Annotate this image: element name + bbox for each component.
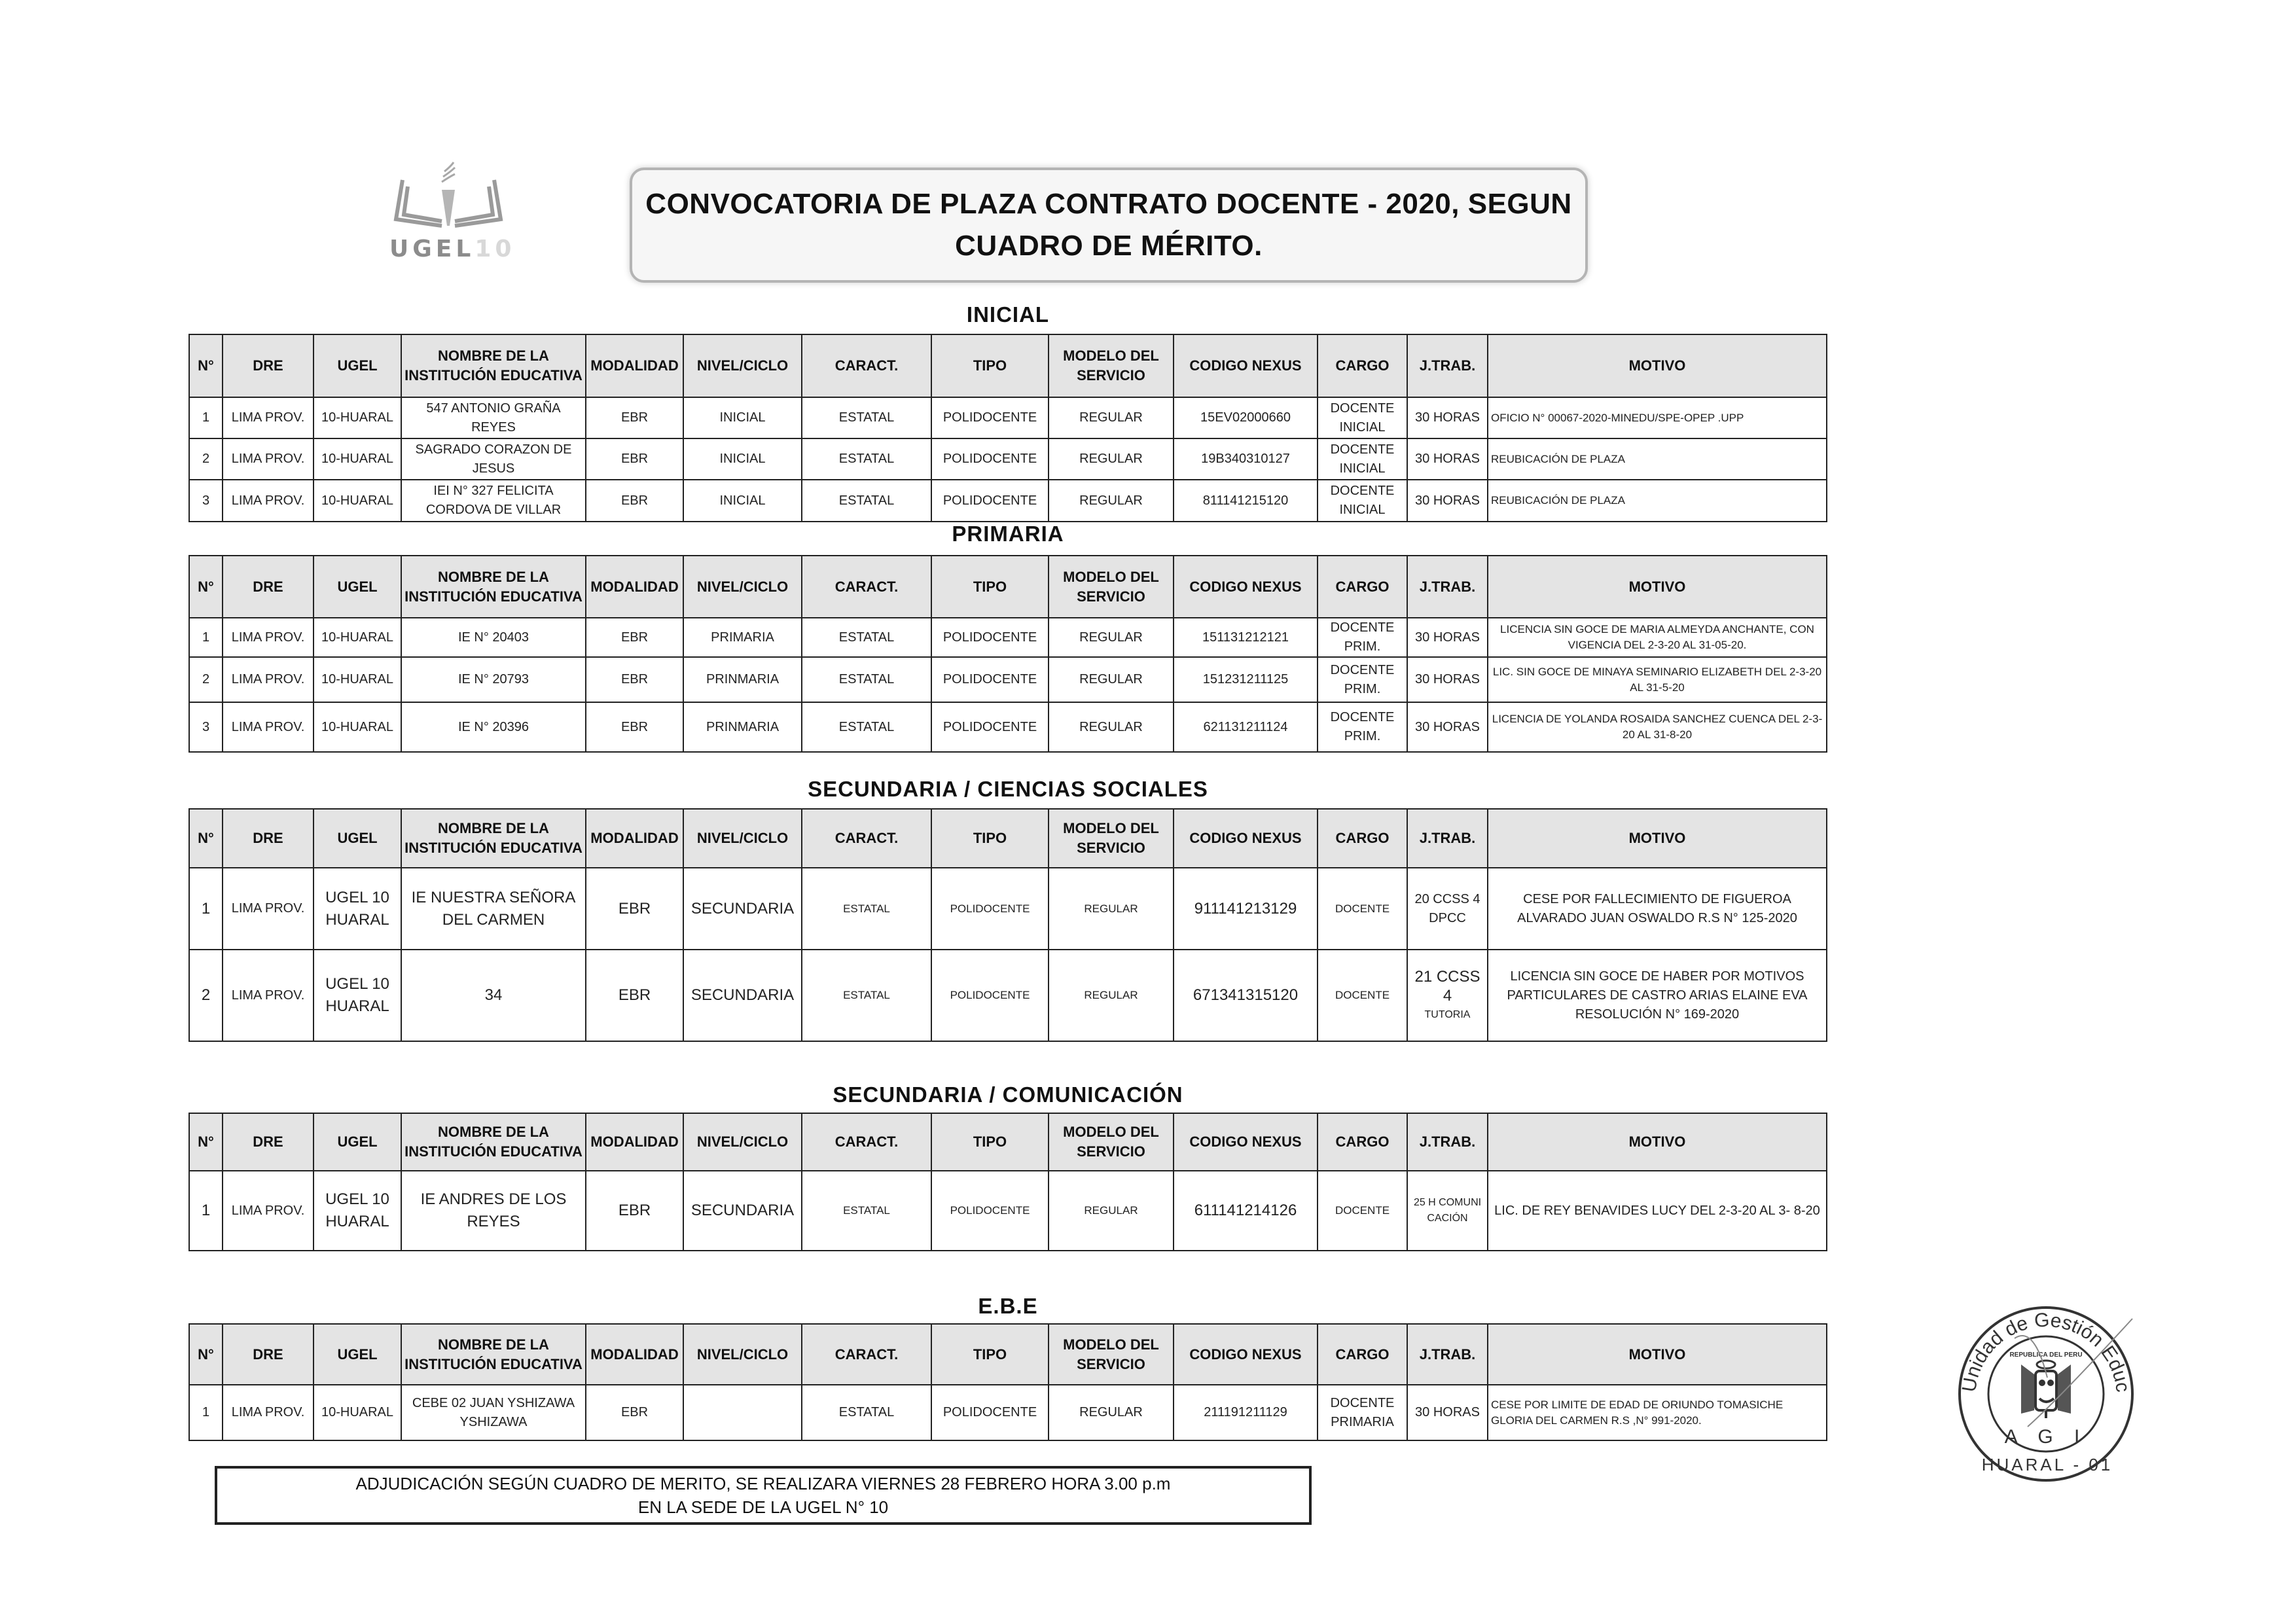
table-row [189, 1385, 1827, 1440]
cell-dre: LIMA PROV. [223, 1385, 314, 1440]
cell-jornada [1407, 950, 1488, 1041]
cell-caract: ESTATAL [802, 868, 931, 950]
cell-cargo: DOCENTE INICIAL [1318, 480, 1407, 522]
cell-nivel-ciclo: INICIAL [683, 397, 802, 438]
table-row [189, 618, 1827, 657]
table-row [189, 438, 1827, 480]
column-header-cargo: CARGO [1318, 334, 1407, 397]
cell-jornada: 30 HORAS [1407, 657, 1488, 702]
cell-dre: LIMA PROV. [223, 480, 314, 522]
cell-nivel-ciclo: SECUNDARIA [683, 868, 802, 950]
document-title-line-1: CONVOCATORIA DE PLAZA CONTRATO DOCENTE - 2020, SEGUN [645, 188, 1572, 220]
cell-modalidad: EBR [586, 657, 683, 702]
cell-cargo: DOCENTE INICIAL [1318, 397, 1407, 438]
column-header-cargo: CARGO [1318, 556, 1407, 618]
table-row [189, 950, 1827, 1041]
cell-number: 2 [189, 950, 223, 1041]
column-header-nivel-ciclo: NIVEL/CICLO [683, 556, 802, 618]
column-header-nivel-ciclo: NIVEL/CICLO [683, 1324, 802, 1385]
cell-jornada: 20 CCSS 4 DPCC [1407, 868, 1488, 950]
column-header-dre: DRE [223, 334, 314, 397]
column-header-number: N° [189, 809, 223, 868]
cell-motivo: OFICIO N° 00067-2020-MINEDU/SPE-OPEP .UPP [1488, 397, 1827, 438]
open-book-torch-icon [376, 157, 520, 236]
cell-dre: LIMA PROV. [223, 868, 314, 950]
cell-institution: IE NUESTRA SEÑORA DEL CARMEN [401, 868, 586, 950]
cell-jornada: 30 HORAS [1407, 618, 1488, 657]
stamp-center-text: A G I [2004, 1426, 2088, 1448]
cell-motivo: LICENCIA DE YOLANDA ROSAIDA SANCHEZ CUENCA DEL 2-3-20 AL 31-8-20 [1488, 702, 1827, 752]
table-row [189, 480, 1827, 522]
logo-wordmark: UGEL10 [389, 236, 516, 262]
cell-ugel: UGEL 10 HUARAL [314, 950, 401, 1041]
column-header-tipo: TIPO [931, 334, 1049, 397]
column-header-cargo: CARGO [1318, 809, 1407, 868]
cell-modelo-servicio: REGULAR [1049, 397, 1174, 438]
column-header-modalidad: MODALIDAD [586, 334, 683, 397]
column-header-caract: CARACT. [802, 334, 931, 397]
column-header-cargo: CARGO [1318, 1324, 1407, 1385]
cell-codigo-nexus: 15EV02000660 [1174, 397, 1318, 438]
cell-modalidad: EBR [586, 438, 683, 480]
section-title: E.B.E [978, 1294, 1038, 1318]
table-row [189, 1171, 1827, 1251]
cell-codigo-nexus: 671341315120 [1174, 950, 1318, 1041]
cell-ugel: 10-HUARAL [314, 397, 401, 438]
column-header-caract: CARACT. [802, 1113, 931, 1171]
cell-codigo-nexus: 811141215120 [1174, 480, 1318, 522]
column-header-dre: DRE [223, 1324, 314, 1385]
table-row [189, 702, 1827, 752]
section-title: PRIMARIA [952, 522, 1064, 546]
cell-tipo: POLIDOCENTE [931, 438, 1049, 480]
cell-tipo: POLIDOCENTE [931, 1385, 1049, 1440]
column-header-jornada: J.TRAB. [1407, 334, 1488, 397]
column-header-jornada: J.TRAB. [1407, 1113, 1488, 1171]
cell-caract: ESTATAL [802, 702, 931, 752]
cell-number: 2 [189, 438, 223, 480]
table-header-row [189, 334, 1827, 397]
column-header-tipo: TIPO [931, 556, 1049, 618]
column-header-number: N° [189, 334, 223, 397]
column-header-nivel-ciclo: NIVEL/CICLO [683, 809, 802, 868]
section-title: SECUNDARIA / COMUNICACIÓN [833, 1082, 1183, 1107]
cell-ugel: 10-HUARAL [314, 438, 401, 480]
cell-caract: ESTATAL [802, 657, 931, 702]
cell-dre: LIMA PROV. [223, 657, 314, 702]
table-row [189, 868, 1827, 950]
table-header-row [189, 809, 1827, 868]
cell-modelo-servicio: REGULAR [1049, 438, 1174, 480]
cell-ugel: UGEL 10 HUARAL [314, 1171, 401, 1251]
cell-institution: IE N° 20793 [401, 657, 586, 702]
cell-codigo-nexus: 151131212121 [1174, 618, 1318, 657]
cell-motivo: CESE POR LIMITE DE EDAD DE ORIUNDO TOMASICHE GLORIA DEL CARMEN R.S ,N° 991-2020. [1488, 1385, 1827, 1440]
cell-modalidad: EBR [586, 1385, 683, 1440]
column-header-dre: DRE [223, 1113, 314, 1171]
cell-tipo: POLIDOCENTE [931, 868, 1049, 950]
column-header-institution: NOMBRE DE LA INSTITUCIÓN EDUCATIVA [401, 556, 586, 618]
cell-nivel-ciclo: PRINMARIA [683, 657, 802, 702]
adjudication-notice-line-2: EN LA SEDE DE LA UGEL N° 10 [637, 1497, 889, 1517]
cell-modalidad: EBR [586, 1171, 683, 1251]
column-header-dre: DRE [223, 809, 314, 868]
cell-nivel-ciclo: SECUNDARIA [683, 1171, 802, 1251]
ugel-logo [376, 157, 520, 268]
column-header-motivo: MOTIVO [1488, 334, 1827, 397]
column-header-ugel: UGEL [314, 809, 401, 868]
cell-nivel-ciclo: INICIAL [683, 480, 802, 522]
column-header-institution: NOMBRE DE LA INSTITUCIÓN EDUCATIVA [401, 1113, 586, 1171]
column-header-tipo: TIPO [931, 809, 1049, 868]
column-header-ugel: UGEL [314, 334, 401, 397]
jornada-subvalue: TUTORIA [1424, 1008, 1471, 1020]
vacancy-table [188, 1113, 1827, 1251]
cell-jornada: 30 HORAS [1407, 702, 1488, 752]
cell-modelo-servicio: REGULAR [1049, 618, 1174, 657]
column-header-codigo-nexus: CODIGO NEXUS [1174, 334, 1318, 397]
document-title-line-2: CUADRO DE MÉRITO. [955, 230, 1263, 262]
column-header-motivo: MOTIVO [1488, 1113, 1827, 1171]
column-header-modalidad: MODALIDAD [586, 1113, 683, 1171]
cell-modalidad: EBR [586, 702, 683, 752]
cell-dre: LIMA PROV. [223, 438, 314, 480]
cell-modelo-servicio: REGULAR [1049, 868, 1174, 950]
cell-jornada: 30 HORAS [1407, 397, 1488, 438]
column-header-institution: NOMBRE DE LA INSTITUCIÓN EDUCATIVA [401, 1324, 586, 1385]
column-header-ugel: UGEL [314, 556, 401, 618]
cell-cargo: DOCENTE PRIM. [1318, 702, 1407, 752]
cell-caract: ESTATAL [802, 397, 931, 438]
cell-tipo: POLIDOCENTE [931, 618, 1049, 657]
cell-institution: IE ANDRES DE LOS REYES [401, 1171, 586, 1251]
cell-number: 1 [189, 1171, 223, 1251]
section-title: SECUNDARIA / CIENCIAS SOCIALES [808, 777, 1208, 801]
cell-codigo-nexus: 151231211125 [1174, 657, 1318, 702]
cell-codigo-nexus: 611141214126 [1174, 1171, 1318, 1251]
cell-institution: 34 [401, 950, 586, 1041]
document-title-box [630, 168, 1588, 283]
cell-motivo: REUBICACIÓN DE PLAZA [1488, 480, 1827, 522]
vacancy-table [188, 334, 1827, 522]
cell-cargo: DOCENTE [1318, 950, 1407, 1041]
column-header-modelo-servicio: MODELO DEL SERVICIO [1049, 809, 1174, 868]
cell-motivo: REUBICACIÓN DE PLAZA [1488, 438, 1827, 480]
cell-modalidad: EBR [586, 868, 683, 950]
cell-jornada: 25 H COMUNICACIÓN [1407, 1171, 1488, 1251]
cell-dre: LIMA PROV. [223, 618, 314, 657]
column-header-codigo-nexus: CODIGO NEXUS [1174, 1324, 1318, 1385]
column-header-institution: NOMBRE DE LA INSTITUCIÓN EDUCATIVA [401, 334, 586, 397]
cell-tipo: POLIDOCENTE [931, 480, 1049, 522]
cell-ugel: 10-HUARAL [314, 702, 401, 752]
column-header-modelo-servicio: MODELO DEL SERVICIO [1049, 334, 1174, 397]
cell-nivel-ciclo [683, 1385, 802, 1440]
adjudication-notice-line-1: ADJUDICACIÓN SEGÚN CUADRO DE MERITO, SE REALIZARA VIERNES 28 FEBRERO HORA 3.00 p.m [355, 1474, 1171, 1493]
column-header-modelo-servicio: MODELO DEL SERVICIO [1049, 556, 1174, 618]
column-header-number: N° [189, 1113, 223, 1171]
cell-tipo: POLIDOCENTE [931, 1171, 1049, 1251]
cell-modelo-servicio: REGULAR [1049, 657, 1174, 702]
stamp-republic-text: REPUBLICA DEL PERU [2009, 1351, 2083, 1359]
cell-jornada: 30 HORAS [1407, 438, 1488, 480]
stamp-ring-text: Unidad de Gestión Educ [1958, 1309, 2134, 1394]
column-header-modalidad: MODALIDAD [586, 556, 683, 618]
cell-number: 1 [189, 618, 223, 657]
column-header-modalidad: MODALIDAD [586, 809, 683, 868]
official-stamp [1949, 1299, 2142, 1486]
cell-modelo-servicio: REGULAR [1049, 1385, 1174, 1440]
cell-cargo: DOCENTE [1318, 868, 1407, 950]
cell-caract: ESTATAL [802, 1171, 931, 1251]
cell-codigo-nexus: 211191211129 [1174, 1385, 1318, 1440]
cell-cargo: DOCENTE INICIAL [1318, 438, 1407, 480]
column-header-modelo-servicio: MODELO DEL SERVICIO [1049, 1113, 1174, 1171]
vacancy-table [188, 1323, 1827, 1441]
cell-caract: ESTATAL [802, 618, 931, 657]
stamp-bottom-text: HUARAL - 01 [1981, 1455, 2113, 1474]
cell-motivo: LIC. DE REY BENAVIDES LUCY DEL 2-3-20 AL 3- 8-20 [1488, 1171, 1827, 1251]
column-header-ugel: UGEL [314, 1324, 401, 1385]
cell-modalidad: EBR [586, 618, 683, 657]
cell-ugel: 10-HUARAL [314, 657, 401, 702]
column-header-caract: CARACT. [802, 1324, 931, 1385]
cell-modelo-servicio: REGULAR [1049, 950, 1174, 1041]
column-header-jornada: J.TRAB. [1407, 809, 1488, 868]
table-header-row [189, 1113, 1827, 1171]
column-header-codigo-nexus: CODIGO NEXUS [1174, 1113, 1318, 1171]
cell-caract: ESTATAL [802, 950, 931, 1041]
cell-institution: 547 ANTONIO GRAÑA REYES [401, 397, 586, 438]
column-header-number: N° [189, 556, 223, 618]
section-title: INICIAL [966, 302, 1050, 327]
cell-number: 1 [189, 868, 223, 950]
column-header-caract: CARACT. [802, 809, 931, 868]
table-header-row [189, 556, 1827, 618]
column-header-tipo: TIPO [931, 1324, 1049, 1385]
cell-ugel: UGEL 10 HUARAL [314, 868, 401, 950]
cell-ugel: 10-HUARAL [314, 1385, 401, 1440]
column-header-motivo: MOTIVO [1488, 556, 1827, 618]
cell-number: 1 [189, 397, 223, 438]
cell-cargo: DOCENTE PRIMARIA [1318, 1385, 1407, 1440]
column-header-dre: DRE [223, 556, 314, 618]
vacancy-table [188, 808, 1827, 1042]
ugel-seal-icon [1949, 1299, 2142, 1486]
column-header-modalidad: MODALIDAD [586, 1324, 683, 1385]
table-row [189, 657, 1827, 702]
cell-motivo: LIC. SIN GOCE DE MINAYA SEMINARIO ELIZABETH DEL 2-3-20 AL 31-5-20 [1488, 657, 1827, 702]
column-header-nivel-ciclo: NIVEL/CICLO [683, 1113, 802, 1171]
cell-nivel-ciclo: INICIAL [683, 438, 802, 480]
column-header-modelo-servicio: MODELO DEL SERVICIO [1049, 1324, 1174, 1385]
column-header-number: N° [189, 1324, 223, 1385]
cell-codigo-nexus: 621131211124 [1174, 702, 1318, 752]
cell-institution: IE N° 20403 [401, 618, 586, 657]
column-header-caract: CARACT. [802, 556, 931, 618]
cell-institution: CEBE 02 JUAN YSHIZAWA YSHIZAWA [401, 1385, 586, 1440]
column-header-codigo-nexus: CODIGO NEXUS [1174, 809, 1318, 868]
table-row [189, 397, 1827, 438]
cell-number: 1 [189, 1385, 223, 1440]
column-header-institution: NOMBRE DE LA INSTITUCIÓN EDUCATIVA [401, 809, 586, 868]
cell-motivo: LICENCIA SIN GOCE DE HABER POR MOTIVOS PARTICULARES DE CASTRO ARIAS ELAINE EVA RESOLUCIÓN N° 169-2020 [1488, 950, 1827, 1041]
cell-ugel: 10-HUARAL [314, 480, 401, 522]
cell-jornada: 30 HORAS [1407, 480, 1488, 522]
column-header-motivo: MOTIVO [1488, 809, 1827, 868]
cell-jornada: 30 HORAS [1407, 1385, 1488, 1440]
column-header-ugel: UGEL [314, 1113, 401, 1171]
column-header-nivel-ciclo: NIVEL/CICLO [683, 334, 802, 397]
column-header-motivo: MOTIVO [1488, 1324, 1827, 1385]
cell-number: 2 [189, 657, 223, 702]
cell-number: 3 [189, 480, 223, 522]
column-header-codigo-nexus: CODIGO NEXUS [1174, 556, 1318, 618]
cell-tipo: POLIDOCENTE [931, 397, 1049, 438]
jornada-value: 21 CCSS 4 [1414, 967, 1480, 1005]
cell-institution: SAGRADO CORAZON DE JESUS [401, 438, 586, 480]
cell-dre: LIMA PROV. [223, 950, 314, 1041]
column-header-jornada: J.TRAB. [1407, 1324, 1488, 1385]
vacancy-table [188, 555, 1827, 753]
cell-tipo: POLIDOCENTE [931, 950, 1049, 1041]
cell-modelo-servicio: REGULAR [1049, 480, 1174, 522]
cell-dre: LIMA PROV. [223, 397, 314, 438]
cell-motivo: LICENCIA SIN GOCE DE MARIA ALMEYDA ANCHANTE, CON VIGENCIA DEL 2-3-20 AL 31-05-20. [1488, 618, 1827, 657]
cell-nivel-ciclo: PRIMARIA [683, 618, 802, 657]
cell-tipo: POLIDOCENTE [931, 702, 1049, 752]
cell-number: 3 [189, 702, 223, 752]
cell-modalidad: EBR [586, 480, 683, 522]
cell-caract: ESTATAL [802, 1385, 931, 1440]
cell-codigo-nexus: 19B340310127 [1174, 438, 1318, 480]
cell-dre: LIMA PROV. [223, 702, 314, 752]
cell-caract: ESTATAL [802, 480, 931, 522]
adjudication-notice-box [215, 1466, 1312, 1525]
cell-institution: IE N° 20396 [401, 702, 586, 752]
column-header-cargo: CARGO [1318, 1113, 1407, 1171]
cell-cargo: DOCENTE [1318, 1171, 1407, 1251]
cell-modalidad: EBR [586, 397, 683, 438]
cell-cargo: DOCENTE PRIM. [1318, 657, 1407, 702]
column-header-tipo: TIPO [931, 1113, 1049, 1171]
cell-cargo: DOCENTE PRIM. [1318, 618, 1407, 657]
column-header-jornada: J.TRAB. [1407, 556, 1488, 618]
table-header-row [189, 1324, 1827, 1385]
cell-codigo-nexus: 911141213129 [1174, 868, 1318, 950]
cell-caract: ESTATAL [802, 438, 931, 480]
cell-modelo-servicio: REGULAR [1049, 1171, 1174, 1251]
cell-dre: LIMA PROV. [223, 1171, 314, 1251]
cell-nivel-ciclo: SECUNDARIA [683, 950, 802, 1041]
cell-ugel: 10-HUARAL [314, 618, 401, 657]
cell-modelo-servicio: REGULAR [1049, 702, 1174, 752]
cell-tipo: POLIDOCENTE [931, 657, 1049, 702]
cell-modalidad: EBR [586, 950, 683, 1041]
cell-nivel-ciclo: PRINMARIA [683, 702, 802, 752]
cell-motivo: CESE POR FALLECIMIENTO DE FIGUEROA ALVARADO JUAN OSWALDO R.S N° 125-2020 [1488, 868, 1827, 950]
cell-institution: IEI N° 327 FELICITA CORDOVA DE VILLAR [401, 480, 586, 522]
